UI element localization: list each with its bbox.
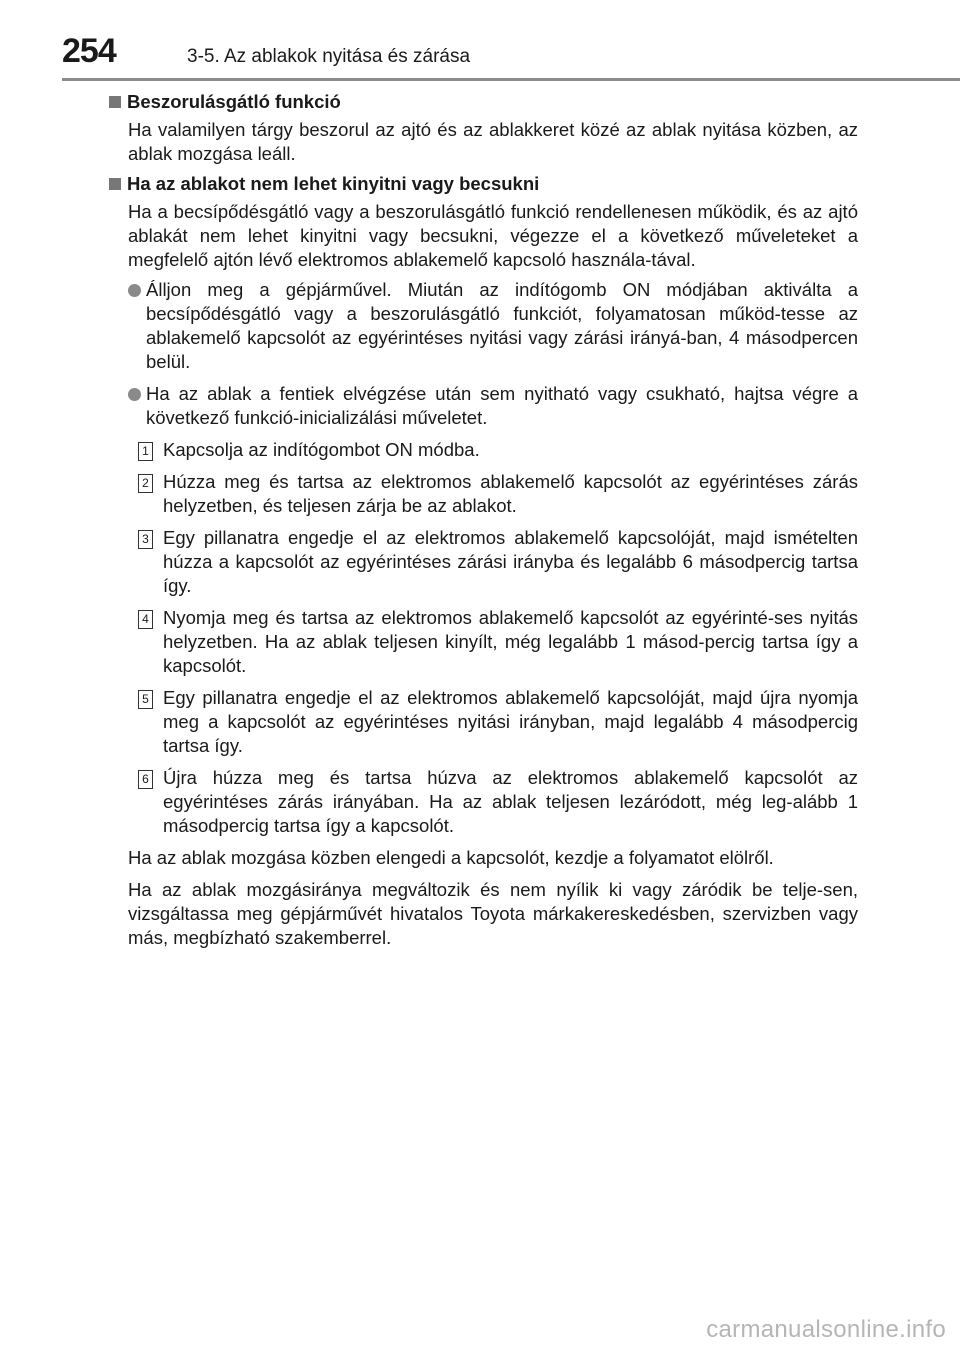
- step-text: Húzza meg és tartsa az elektromos ablakemelő kapcsolót az egyérintéses zárás helyzetben, és teljesen zárja be az ablakot.: [163, 471, 858, 516]
- step-number: 4: [138, 610, 153, 629]
- closing-paragraph: Ha az ablak mozgásiránya megváltozik és nem nyílik ki vagy záródik be telje-sen, vizsgáltassa meg gépjárművét hivatalos Toyota márkakereskedésben, szervizben vagy más, megbízható szakemberrel.: [128, 879, 858, 948]
- step-number: 3: [138, 530, 153, 549]
- section-heading: [108, 172, 858, 196]
- circle-bullet-icon: [128, 388, 141, 401]
- step-text: Egy pillanatra engedje el az elektromos ablakemelő kapcsolóját, majd ismételten húzza a kapcsolót az egyérintéses zárási irányba és legalább 6 másodpercig tartsa így.: [163, 527, 858, 596]
- step-item: [138, 470, 858, 518]
- circle-bullet-icon: [128, 284, 141, 297]
- section-heading: [108, 90, 858, 114]
- step-number: 1: [138, 442, 153, 461]
- section-title: 3-5. Az ablakok nyitása és zárása: [187, 46, 471, 67]
- list-item: [128, 382, 858, 430]
- page-number: 254: [62, 32, 116, 70]
- step-text: Egy pillanatra engedje el az elektromos ablakemelő kapcsolóját, majd újra nyomja meg a kapcsolót az egyérintéses nyitási irányban, majd legalább 4 másodpercig tartsa így.: [163, 687, 858, 756]
- step-item: [138, 526, 858, 598]
- bullet-text: Ha az ablak a fentiek elvégzése után sem nyitható vagy csukható, hajtsa végre a következő funkció-inicializálási műveletet.: [146, 383, 858, 428]
- section-paragraph: Ha a becsípődésgátló vagy a beszorulásgátló funkció rendellenesen működik, és az ajtó ablakát nem lehet kinyitni vagy becsukni, végezze el a következő műveleteket a megfelelő ajtón lévő elektromos ablakemelő kapcsoló használa-tával.: [128, 201, 858, 270]
- step-text: Kapcsolja az indítógombot ON módba.: [163, 439, 480, 460]
- list-item: [128, 278, 858, 374]
- step-item: [138, 438, 858, 462]
- step-number: 6: [138, 770, 153, 789]
- section-paragraph: Ha valamilyen tárgy beszorul az ajtó és az ablakkeret közé az ablak nyitása közben, az ablak mozgása leáll.: [128, 119, 858, 164]
- page-content: [108, 90, 858, 958]
- step-text: Nyomja meg és tartsa az elektromos ablakemelő kapcsolót az egyérinté-ses nyitás helyzetben. Ha az ablak teljesen kinyílt, még legalább 1 másod-percig tartsa így a kapcsolót.: [163, 607, 858, 676]
- page-header: [62, 32, 960, 80]
- heading-text: Beszorulásgátló funkció: [127, 91, 341, 112]
- bullet-text: Álljon meg a gépjárművel. Miután az indítógomb ON módjában aktiválta a becsípődésgátló vagy a beszorulásgátló funkciót, folyamatosan működ-tesse az ablakemelő kapcsolót az egyérintéses nyitási vagy zárási irányá-ban, 4 másodpercen belül.: [146, 279, 858, 372]
- closing-paragraph: Ha az ablak mozgása közben elengedi a kapcsolót, kezdje a folyamatot elölről.: [128, 847, 774, 868]
- step-number: 5: [138, 690, 153, 709]
- step-number: 2: [138, 474, 153, 493]
- square-bullet-icon: [109, 178, 121, 190]
- step-item: [138, 606, 858, 678]
- heading-text: Ha az ablakot nem lehet kinyitni vagy becsukni: [127, 173, 540, 194]
- step-item: [138, 686, 858, 758]
- site-watermark: carmanualsonline.info: [706, 1316, 946, 1343]
- square-bullet-icon: [109, 96, 121, 108]
- step-text: Újra húzza meg és tartsa húzva az elektromos ablakemelő kapcsolót az egyérintéses zárás irányában. Ha az ablak teljesen lezáródott, még leg-alább 1 másodpercig tartsa így a kapcsolót.: [163, 767, 858, 836]
- step-item: [138, 766, 858, 838]
- header-divider: [62, 78, 960, 81]
